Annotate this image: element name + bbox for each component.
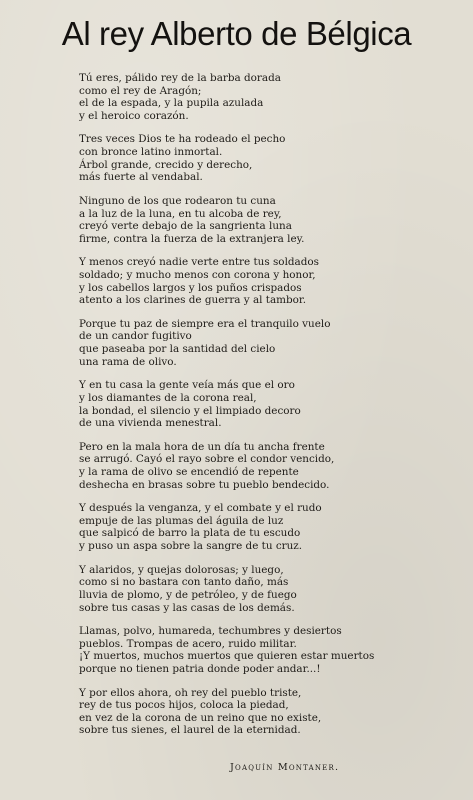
- poem-line: rey de tus pocos hijos, coloca la piedad,: [79, 699, 289, 712]
- poem-line: y la rama de olivo se encendió de repente: [79, 466, 299, 478]
- stanza-2: [79, 133, 459, 183]
- poem-line: como si no bastara con tanto daño, más: [79, 576, 289, 589]
- poem-line: la bondad, el silencio y el limpiado decoro: [79, 404, 301, 417]
- stanza-3: [79, 195, 459, 245]
- poem-line: Llamas, polvo, humareda, techumbres y desiertos: [79, 625, 342, 638]
- stanza-9: [79, 564, 459, 614]
- poem-line: que paseaba por la santidad del cielo: [79, 343, 276, 356]
- poem-line: sobre tus sienes, el laurel de la eternidad.: [79, 724, 301, 737]
- poem-line: que salpicó de barro la plata de tu escudo: [79, 527, 301, 540]
- poem-line: empuje de las plumas del águila de luz: [79, 514, 284, 527]
- poem-line: Tres veces Dios te ha rodeado el pecho: [79, 133, 286, 146]
- poem-line: y el heroico corazón.: [79, 109, 189, 122]
- poem-line: pueblos. Trompas de acero, ruido militar.: [79, 637, 297, 650]
- poem-line: el de la espada, y la pupila azulada: [79, 97, 264, 110]
- poem-line: soldado; y mucho menos con corona y honor,: [79, 269, 316, 281]
- poem-line: lluvia de plomo, y de petróleo, y de fuego: [79, 588, 297, 601]
- poem-line: Árbol grande, crecido y derecho,: [79, 158, 253, 171]
- poem-line: de un candor fugitivo: [79, 330, 192, 343]
- poem-line: Y menos creyó nadie verte entre tus soldados: [79, 256, 319, 269]
- poem-line: y los diamantes de la corona real,: [79, 391, 257, 404]
- poem-line: de una vivienda menestral.: [79, 417, 222, 430]
- stanza-10: [79, 625, 459, 675]
- poem-line: sobre tus casas y las casas de los demás.: [79, 601, 295, 614]
- poem-line: Y alaridos, y quejas dolorosas; y luego,: [79, 563, 284, 576]
- poem-line: Y después la venganza, y el combate y el rudo: [79, 502, 322, 515]
- poem-line: ¡Y muertos, muchos muertos que quieren estar muertos: [79, 650, 375, 663]
- stanza-5: [79, 318, 459, 368]
- author-signature: Joaquín Montaner.: [230, 762, 340, 773]
- poem-line: porque no tienen patria donde poder andar...!: [79, 663, 321, 675]
- poem-line: Y en tu casa la gente veía más que el oro: [79, 379, 295, 392]
- poem-line: con bronce latino inmortal.: [79, 146, 223, 159]
- stanza-8: [79, 502, 459, 552]
- poem-line: firme, contra la fuerza de la extranjera ley.: [79, 232, 305, 245]
- poem-title: Al rey Alberto de Bélgica: [61, 15, 412, 52]
- poem-line: como el rey de Aragón;: [79, 84, 202, 97]
- poem-line: atento a los clarines de guerra y al tambor.: [79, 294, 307, 307]
- poem-line: Y por ellos ahora, oh rey del pueblo triste,: [79, 686, 302, 699]
- poem-line: Ninguno de los que rodearon tu cuna: [79, 194, 276, 207]
- poem-line: se arrugó. Cayó el rayo sobre el condor vencido,: [79, 453, 335, 466]
- stanza-1: [79, 72, 459, 122]
- poem-line: creyó verte debajo de la sangrienta luna: [79, 220, 292, 233]
- poem-line: a la luz de la luna, en tu alcoba de rey,: [79, 207, 282, 220]
- poem-line: deshecha en brasas sobre tu pueblo bendecido.: [79, 478, 330, 491]
- poem-line: y los cabellos largos y los puños crispados: [79, 281, 302, 294]
- poem-body: [79, 72, 459, 748]
- stanza-11: [79, 687, 459, 737]
- poem-line: y puso un aspa sobre la sangre de tu cruz.: [79, 540, 303, 553]
- stanza-4: [79, 256, 459, 306]
- poem-line: Porque tu paz de siempre era el tranquilo vuelo: [79, 317, 331, 330]
- poem-line: una rama de olivo.: [79, 355, 177, 368]
- poem-line: Tú eres, pálido rey de la barba dorada: [79, 72, 281, 84]
- poem-line: Pero en la mala hora de un día tu ancha frente: [79, 440, 325, 453]
- poem-line: más fuerte al vendabal.: [79, 171, 203, 184]
- poem-line: en vez de la corona de un reino que no existe,: [79, 711, 322, 724]
- stanza-7: [79, 441, 459, 491]
- stanza-6: [79, 379, 459, 429]
